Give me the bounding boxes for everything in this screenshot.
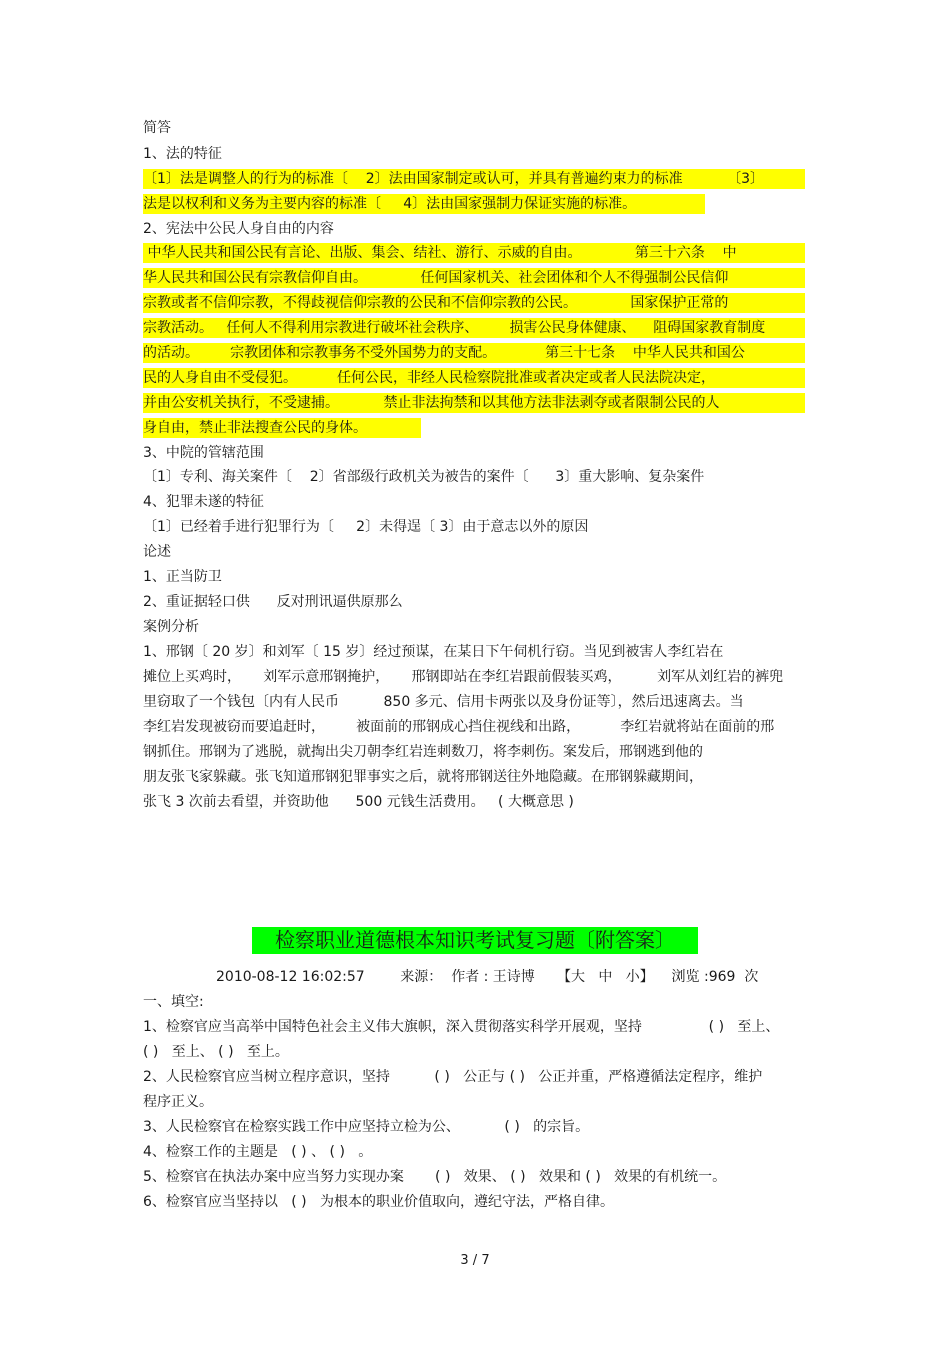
question-line: 3、人民检察官在检察实践工作中应坚持立检为公、 ( ) 的宗旨。 bbox=[143, 1119, 590, 1135]
page-number: 3 / 7 bbox=[460, 1253, 490, 1268]
highlighted-answer-line: 法是以权利和义务为主要内容的标准〔 4〕法由国家强制力保证实施的标准。 bbox=[143, 194, 705, 214]
case-text-line: 里窃取了一个钱包〔内有人民币 850 多元、信用卡两张以及身份证等〕，然后迅速离去。当 bbox=[143, 694, 744, 710]
question-line: 1、检察官应当高举中国特色社会主义伟大旗帜，深入贯彻落实科学开展观，坚持 ( ) 至上、 bbox=[143, 1019, 780, 1035]
highlighted-answer-line: 身自由，禁止非法搜查公民的身体。 bbox=[143, 418, 421, 438]
case-text-line: 摊位上买鸡时， 刘军示意邢钢掩护， 邢钢即站在李红岩跟前假装买鸡， 刘军从刘红岩的裤兜 bbox=[143, 669, 784, 685]
answer-line: 〔1〕已经着手进行犯罪行为〔 2〕未得逞〔 3〕由于意志以外的原因 bbox=[143, 519, 589, 535]
list-item: 1、正当防卫 bbox=[143, 569, 222, 585]
case-text-line: 朋友张飞家躲藏。张飞知道邢钢犯罪事实之后，就将邢钢送往外地隐藏。在邢钢躲藏期间， bbox=[143, 769, 703, 785]
highlighted-answer-line: 华人民共和国公民有宗教信仰自由。 任何国家机关、社会团体和个人不得强制公民信仰 bbox=[143, 268, 805, 288]
question-line: 4、检察工作的主题是 ( ) 、 ( ) 。 bbox=[143, 1144, 373, 1160]
question-line: 程序正义。 bbox=[143, 1094, 213, 1110]
article-title: 检察职业道德根本知识考试复习题〔附答案〕 bbox=[252, 927, 698, 954]
highlighted-answer-line: 并由公安机关执行，不受逮捕。 禁止非法拘禁和以其他方法非法剥夺或者限制公民的人 bbox=[143, 393, 805, 413]
question-title: 1、法的特征 bbox=[143, 146, 222, 162]
highlighted-answer-line: 中华人民共和国公民有言论、出版、集会、结社、游行、示威的自由。 第三十六条 中 bbox=[143, 243, 805, 263]
highlighted-answer-line: 宗教活动。 任何人不得利用宗教进行破坏社会秩序、 损害公民身体健康、 阻碍国家教育制度 bbox=[143, 318, 805, 338]
section-heading-case-analysis: 案例分析 bbox=[143, 619, 199, 635]
highlighted-answer-line: 宗教或者不信仰宗教，不得歧视信仰宗教的公民和不信仰宗教的公民。 国家保护正常的 bbox=[143, 293, 805, 313]
answer-line: 〔1〕专利、海关案件〔 2〕省部级行政机关为被告的案件〔 3〕重大影响、复杂案件 bbox=[143, 469, 705, 485]
list-item: 2、重证据轻口供 反对刑讯逼供原那么 bbox=[143, 594, 403, 610]
section-heading-discussion: 论述 bbox=[143, 544, 171, 560]
case-text-line: 1、邢钢〔 20 岁〕和刘军〔 15 岁〕经过预谋，在某日下午伺机行窃。当见到被害人李红岩在 bbox=[143, 644, 724, 660]
case-text-line: 张飞 3 次前去看望，并资助他 500 元钱生活费用。 ( 大概意思 ) bbox=[143, 794, 574, 810]
section-heading-fill-in: 一、填空: bbox=[143, 994, 204, 1010]
question-line: 6、检察官应当坚持以 ( ) 为根本的职业价值取向，遵纪守法，严格自律。 bbox=[143, 1194, 614, 1210]
highlighted-answer-line: 〔1〕法是调整人的行为的标准〔 2〕法由国家制定或认可，并具有普遍约束力的标准 〔3〕 bbox=[143, 169, 805, 189]
article-meta: 2010-08-12 16:02:57 来源： 作者 : 王诗博 【大 中 小】 浏览 :969 次 bbox=[216, 969, 759, 985]
highlighted-answer-line: 民的人身自由不受侵犯。 任何公民，非经人民检察院批准或者决定或者人民法院决定， bbox=[143, 368, 805, 388]
question-title: 4、犯罪未遂的特征 bbox=[143, 494, 264, 510]
question-line: 5、检察官在执法办案中应当努力实现办案 ( ) 效果、 ( ) 效果和 ( ) 效果的有机统一。 bbox=[143, 1169, 727, 1185]
case-text-line: 钢抓住。邢钢为了逃脱，就掏出尖刀朝李红岩连刺数刀，将李刺伤。案发后，邢钢逃到他的 bbox=[143, 744, 703, 760]
question-title: 3、中院的管辖范围 bbox=[143, 445, 264, 461]
section-heading-short-answer: 简答 bbox=[143, 120, 171, 136]
case-text-line: 李红岩发现被窃而要追赶时， 被面前的邢钢成心挡住视线和出路， 李红岩就将站在面前的邢 bbox=[143, 719, 775, 735]
question-title: 2、宪法中公民人身自由的内容 bbox=[143, 221, 334, 237]
question-line: ( ) 至上、 ( ) 至上。 bbox=[143, 1044, 289, 1060]
question-line: 2、人民检察官应当树立程序意识，坚持 ( ) 公正与 ( ) 公正并重，严格遵循法定程序，维护 bbox=[143, 1069, 763, 1085]
highlighted-answer-line: 的活动。 宗教团体和宗教事务不受外国势力的支配。 第三十七条 中华人民共和国公 bbox=[143, 343, 805, 363]
